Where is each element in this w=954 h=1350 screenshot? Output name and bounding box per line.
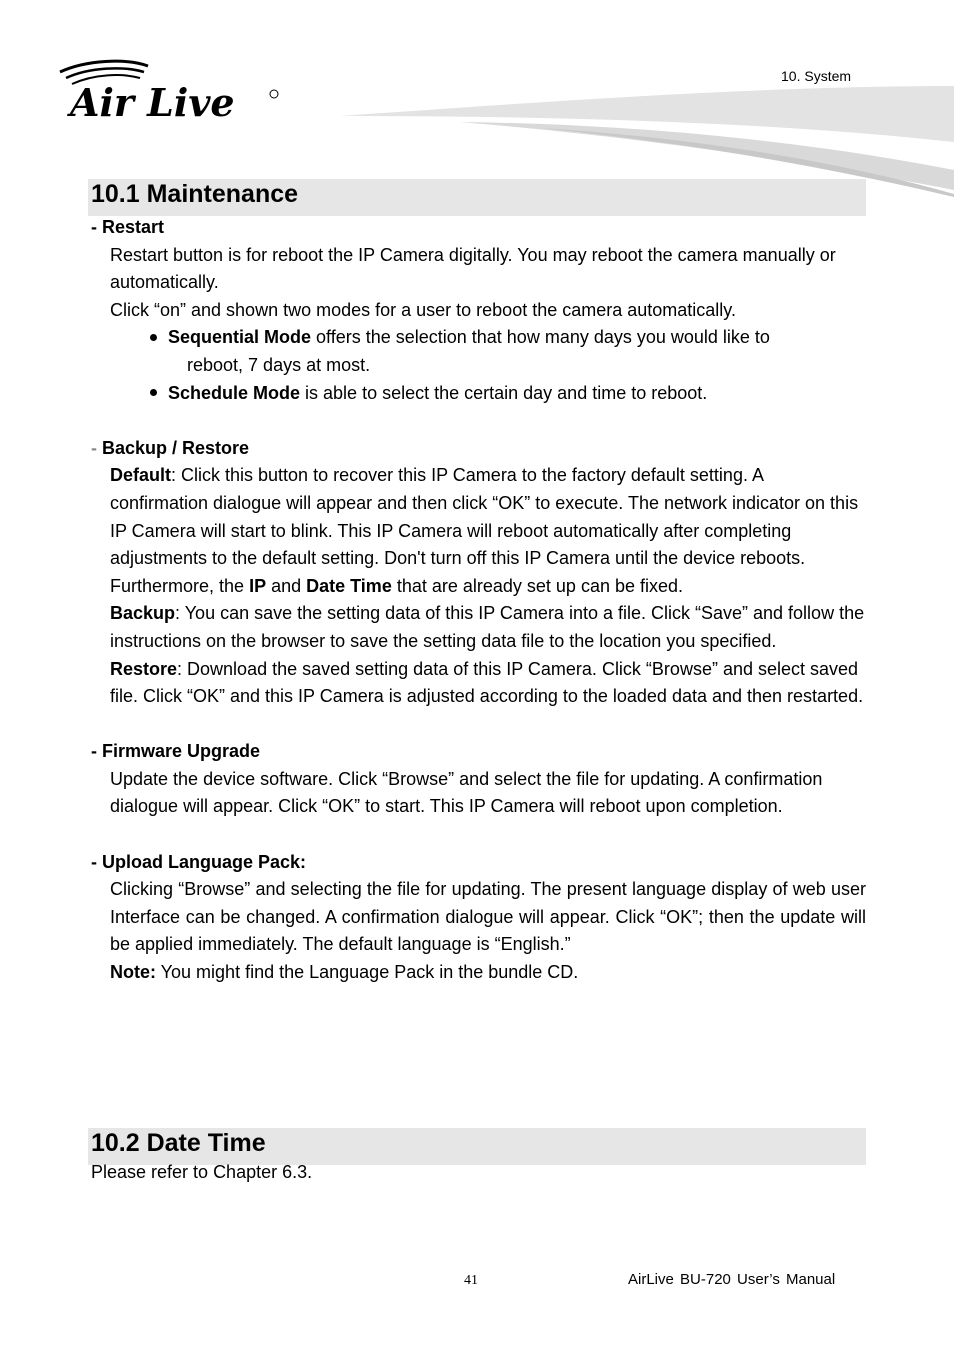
bullet-icon <box>150 389 157 396</box>
date-time-label: Date Time <box>306 575 392 596</box>
section-title-maintenance: 10.1 Maintenance <box>91 180 299 208</box>
heading-dash: - <box>91 437 97 458</box>
backup-heading-text: Backup / Restore <box>97 437 250 458</box>
firmware-heading: - Firmware Upgrade <box>91 741 261 762</box>
bullet-icon <box>150 334 157 341</box>
and-text: and <box>266 575 307 596</box>
restart-heading: - Restart <box>91 217 165 237</box>
default-paragraph <box>110 462 866 600</box>
default-text: : Click this button to recover this IP Camera to the factory default setting. A confirmation dialogue will appear and then click “OK” to execute. The network indicator on this IP Camera will start to blink. This IP Camera will reboot automatically after completing adjustments to the default setting. Don't turn off this IP Camera until the device reboots. Furthermore, the <box>110 465 859 596</box>
list-item <box>91 324 866 352</box>
note-text: You might find the Language Pack in the bundle CD. <box>156 962 579 983</box>
note-paragraph <box>110 959 866 987</box>
backup-paragraph <box>110 600 866 655</box>
manual-title: AirLive BU-720 User’s Manual <box>628 1271 836 1288</box>
schedule-mode-text: is able to select the certain day and time to reboot. <box>300 382 708 403</box>
language-heading: - Upload Language Pack: <box>91 851 307 872</box>
maintenance-content <box>91 214 866 987</box>
airlive-logo <box>56 58 286 124</box>
schedule-mode-label: Schedule Mode <box>168 382 301 403</box>
sequential-mode-label: Sequential Mode <box>168 327 312 348</box>
restore-text: : Download the saved setting data of this IP Camera. Click “Browse” and select saved file. Click “OK” and this IP Camera is adjusted according to the loaded data and then restarted. <box>110 658 864 707</box>
fixed-text: that are already set up can be fixed. <box>391 575 684 596</box>
backup-heading <box>91 435 866 463</box>
date-time-reference: Please refer to Chapter 6.3. <box>91 1162 313 1182</box>
default-label: Default <box>110 465 172 486</box>
restore-paragraph <box>110 656 866 711</box>
list-item <box>91 380 866 408</box>
language-paragraph: Clicking “Browse” and selecting the file for updating. The present language display of web user Interface can be changed. A confirmation dialogue will appear. Click “OK”; then the update will be applied immediately. The default language is “English.” <box>110 879 866 955</box>
chapter-label: 10. System <box>781 68 852 84</box>
restore-label: Restore <box>110 658 178 679</box>
section-title-date-time: 10.2 Date Time <box>91 1129 266 1157</box>
list-item-continued: reboot, 7 days at most. <box>187 354 371 375</box>
backup-label: Backup <box>110 603 176 624</box>
backup-text: : You can save the setting data of this IP Camera into a file. Click “Save” and follow the instructions on the browser to save the setting data file to the location you specified. <box>110 603 865 651</box>
firmware-paragraph: Update the device software. Click “Browse” and select the file for updating. A confirmation dialogue will appear. Click “OK” to start. This IP Camera will reboot upon completion. <box>110 768 823 817</box>
restart-mode-list <box>91 324 866 407</box>
ip-label: IP <box>249 575 267 596</box>
restart-paragraph-1: Restart button is for reboot the IP Camera digitally. You may reboot the camera manually or automatically. <box>110 244 836 293</box>
restart-paragraph-2: Click “on” and shown two modes for a user to reboot the camera automatically. <box>110 299 736 320</box>
sequential-mode-text: offers the selection that how many days you would like to <box>311 327 770 348</box>
logo-wordmark: Air Live <box>70 80 235 124</box>
note-label: Note: <box>110 962 156 983</box>
page-number: 41 <box>464 1273 478 1288</box>
